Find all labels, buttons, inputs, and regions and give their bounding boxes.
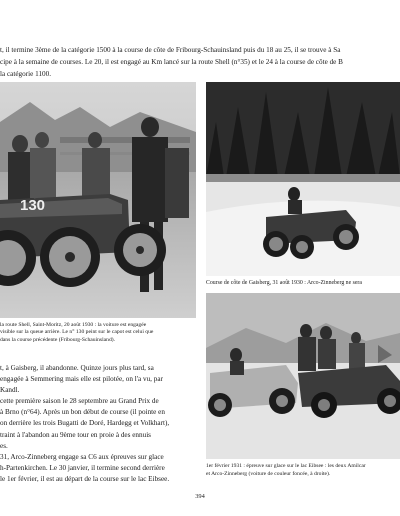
photo-eibsee-ice-race	[206, 293, 400, 459]
text-line: Kandl.	[0, 386, 20, 395]
text-line: le 1er février, il est au départ de la course sur le lac Eibsee.	[0, 474, 170, 483]
caption-eibsee	[206, 463, 400, 478]
body-paragraphs	[0, 363, 196, 485]
text-line: cette première saison le 28 septembre au Grand Prix de	[0, 397, 159, 406]
top-paragraph	[0, 44, 400, 80]
text-line: 31, Arco-Zinneberg engage sa C6 aux épreuves sur glace	[0, 452, 164, 461]
caption-line: et Arco-Zinneberg (voiture de couleur foncée, à droite).	[206, 470, 331, 477]
caption-line: dans la course précédente (Fribourg-Schauinsland).	[0, 336, 115, 343]
text-line: es.	[0, 441, 8, 450]
text-line: engagée à Semmering mais elle est pilotée, on l'a vu, par	[0, 375, 163, 384]
text-line: cipe à la semaine de courses. Le 20, il est engagé au Km lancé sur la route Shell (n°35) et le 24 à la course de côte de B	[0, 58, 343, 66]
text-line: t, il termine 3ème de la catégorie 1500 à la course de côte de Fribourg-Schauinsland puis du 18 au 25, il se trouve à Sa	[0, 46, 341, 54]
text-line: traint à l'abandon au 9ème tour en proie à des ennuis	[0, 430, 151, 439]
text-line: la catégorie 1100.	[0, 70, 52, 78]
caption-line: visible sur la queue arrière. Le n° 130 peint sur le capot est celui que	[0, 329, 154, 336]
text-line: à Brno (n°64). Après un bon début de course (il pointe en	[0, 408, 165, 417]
photo-shell-route-car	[0, 82, 196, 318]
caption-line: la route Shell, Saint-Moritz, 20 août 1930 : la voiture est engagée	[0, 322, 147, 328]
car-number-label: 130	[20, 197, 46, 214]
caption-line: 1er février 1931 : épreuve sur glace sur le lac Eibsee : les deux Amilcar	[206, 463, 366, 469]
text-line: t, à Gaisberg, il abandonne. Quinze jours plus tard, sa	[0, 364, 154, 372]
page-number: 394	[195, 493, 205, 500]
photo-gaisberg-hillclimb	[206, 82, 400, 276]
text-line: h-Partenkirchen. Le 30 janvier, il termine second derrière	[0, 463, 165, 472]
caption-shell-route	[0, 322, 196, 344]
caption-gaisberg: Course de côte de Gaisberg, 31 août 1930 : Arco-Zinneberg ne sera	[206, 280, 362, 286]
text-line: on derrière les trois Bugatti de Doré, Hardegg et Volkhart),	[0, 419, 170, 428]
